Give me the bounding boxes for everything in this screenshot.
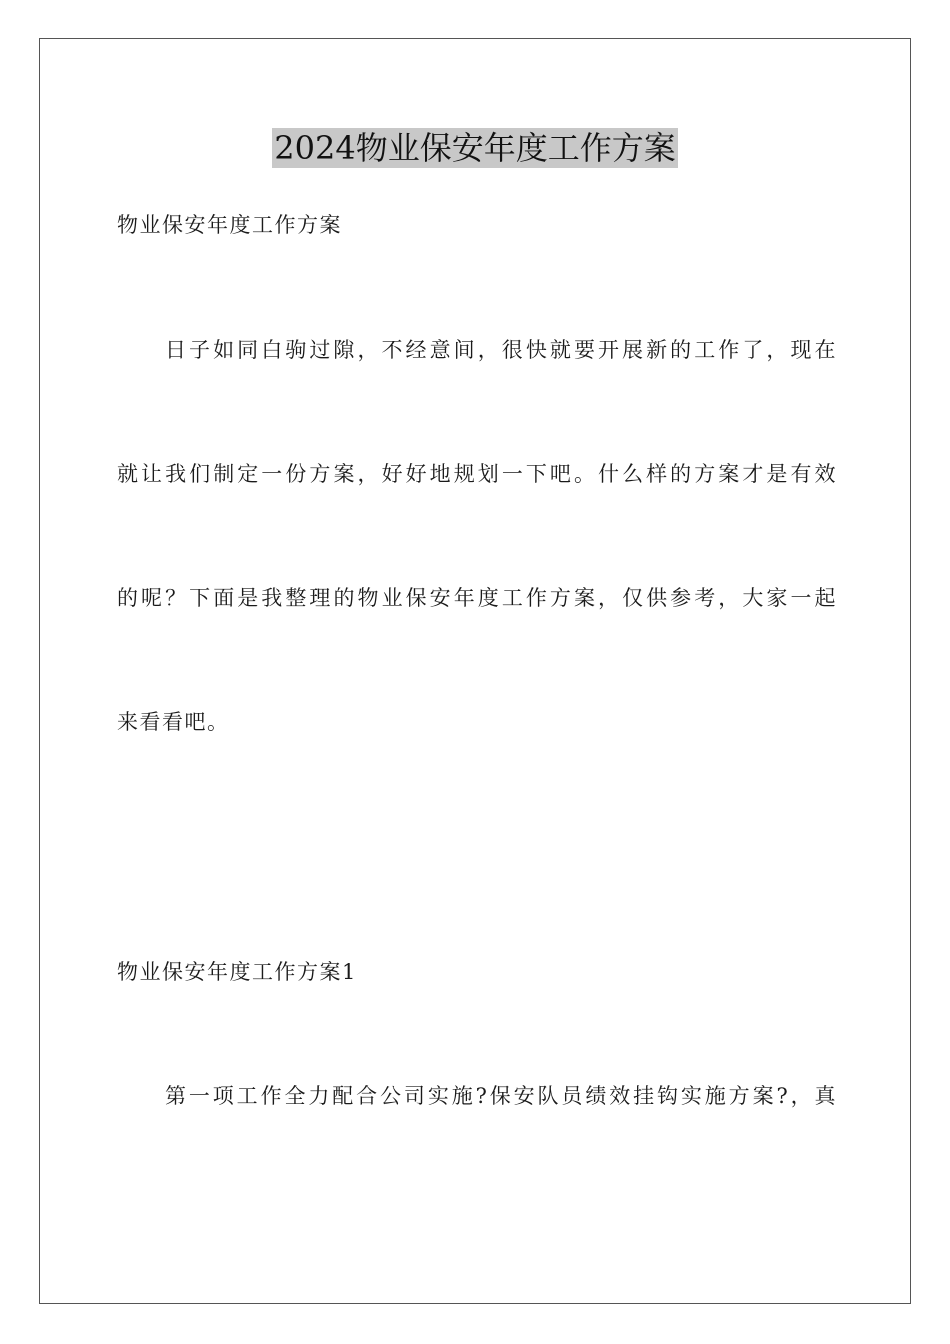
section-paragraph-line: 第一项工作全力配合公司实施?保安队员绩效挂钩实施方案?，真 bbox=[165, 1084, 837, 1108]
document-title: 2024物业保安年度工作方案 bbox=[274, 129, 676, 167]
intro-paragraph-line: 日子如同白驹过隙，不经意间，很快就要开展新的工作了，现在 bbox=[165, 338, 837, 362]
intro-paragraph-line: 的呢？下面是我整理的物业保安年度工作方案，仅供参考，大家一起 bbox=[117, 586, 837, 610]
title-container bbox=[0, 128, 950, 168]
document-subtitle: 物业保安年度工作方案 bbox=[117, 213, 342, 237]
section-heading: 物业保安年度工作方案1 bbox=[117, 960, 357, 984]
intro-paragraph-line: 来看看吧。 bbox=[117, 710, 230, 734]
intro-paragraph-line: 就让我们制定一份方案，好好地规划一下吧。什么样的方案才是有效 bbox=[117, 462, 837, 486]
